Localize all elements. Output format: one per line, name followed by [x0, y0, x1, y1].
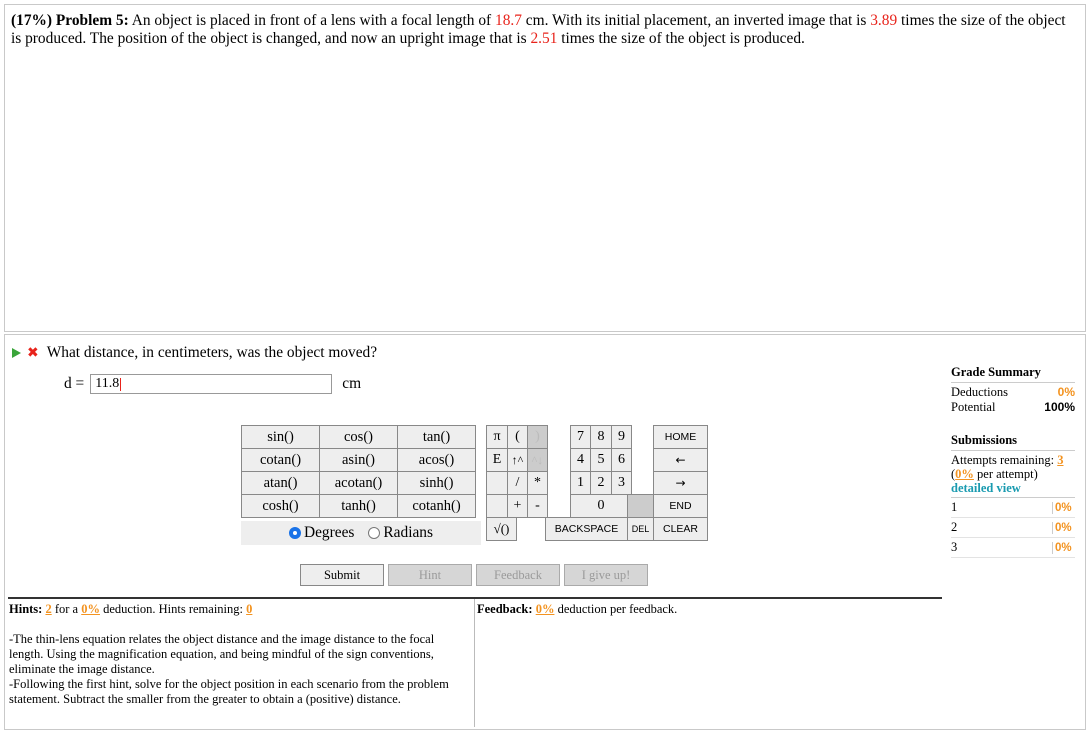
digit-5-key[interactable]: 5 — [590, 448, 612, 472]
del-key[interactable]: DEL — [627, 517, 654, 541]
cotan-button[interactable]: cotan() — [242, 449, 320, 472]
attempt-deduction: 0% — [1052, 502, 1075, 514]
digit-1-key[interactable]: 1 — [570, 471, 591, 495]
grade-summary — [951, 365, 1075, 558]
right-arrow-key[interactable]: → — [653, 471, 708, 495]
left-arrow-key[interactable]: ← — [653, 448, 708, 472]
magnification-2-value: 2.51 — [530, 30, 558, 47]
potential-value: 100% — [1044, 400, 1075, 414]
attempt-row — [951, 518, 1075, 538]
hints-deduction-pct: 0% — [81, 602, 100, 616]
problem-statement — [11, 12, 1079, 48]
tan-button[interactable]: tan() — [398, 426, 476, 449]
answer-input[interactable] — [90, 374, 332, 394]
radians-option[interactable] — [368, 524, 433, 542]
problem-text-3: times the size of the object is produced. The position of the object is changed, and now an upright image that is — [11, 12, 1066, 47]
right-paren-key[interactable]: ) — [527, 425, 548, 449]
deductions-value: 0% — [1057, 385, 1075, 399]
per-attempt-text: per attempt) — [977, 467, 1038, 481]
attempt-deduction: 0% — [1052, 522, 1075, 534]
incorrect-x-icon: ✖ — [27, 345, 39, 361]
digit-8-key[interactable]: 8 — [590, 425, 612, 449]
focal-length-value: 18.7 — [495, 12, 522, 29]
feedback-label: Feedback: — [477, 602, 533, 616]
digit-9-key[interactable]: 9 — [611, 425, 632, 449]
problem-text-4: times the size of the object is produced. — [557, 30, 805, 47]
hints-for-a: for a — [54, 602, 79, 616]
digit-6-key[interactable]: 6 — [611, 448, 632, 472]
divide-key[interactable]: / — [507, 471, 528, 495]
question-panel — [4, 334, 1086, 730]
hint-2: -Following the first hint, solve for the object position in each scenario from the problem statement. Subtract the smaller from the greater to obtain a (positive) distance. — [9, 677, 449, 706]
grade-divider — [951, 382, 1075, 383]
angle-mode-row — [241, 521, 481, 545]
problem-weight: (17%) — [11, 12, 53, 29]
answer-value: 11.8 — [95, 376, 120, 391]
degrees-label: Degrees — [303, 524, 355, 541]
question-text: What distance, in centimeters, was the object moved? — [46, 344, 378, 361]
problem-text-1: An object is placed in front of a lens with a focal length of — [128, 12, 495, 29]
blank-key-1 — [486, 471, 508, 495]
cotanh-button[interactable]: cotanh() — [398, 495, 476, 518]
power-down-key[interactable]: ^↓ — [527, 448, 548, 472]
submissions-divider — [951, 450, 1075, 451]
play-icon[interactable] — [12, 348, 21, 358]
grade-summary-title: Grade Summary — [951, 365, 1041, 379]
magnification-1-value: 3.89 — [870, 12, 898, 29]
cos-button[interactable]: cos() — [320, 426, 398, 449]
atan-button[interactable]: atan() — [242, 472, 320, 495]
open-paren: ( — [951, 467, 956, 481]
tanh-button[interactable]: tanh() — [320, 495, 398, 518]
clear-key[interactable]: CLEAR — [653, 517, 708, 541]
digit-0-key[interactable]: 0 — [570, 494, 632, 518]
acos-button[interactable]: acos() — [398, 449, 476, 472]
feedback-button[interactable]: Feedback — [476, 564, 560, 586]
end-key[interactable]: END — [653, 494, 708, 518]
hints-count: 2 — [45, 602, 52, 616]
sqrt-key[interactable]: √() — [486, 517, 517, 541]
attempts-label: Attempts remaining: — [951, 453, 1055, 467]
attempt-row — [951, 498, 1075, 518]
problem-text-2: cm. With its initial placement, an inverted image that is — [521, 12, 871, 29]
asin-button[interactable]: asin() — [320, 449, 398, 472]
cosh-button[interactable]: cosh() — [242, 495, 320, 518]
degrees-option[interactable] — [289, 524, 354, 542]
detailed-view-link[interactable]: detailed view — [951, 481, 1021, 495]
backspace-key[interactable]: BACKSPACE — [545, 517, 628, 541]
text-caret — [120, 378, 121, 391]
attempt-number: 1 — [951, 500, 958, 514]
potential-row — [951, 400, 1075, 415]
attempt-row — [951, 538, 1075, 558]
per-attempt-row — [951, 467, 1075, 481]
attempts-value: 3 — [1057, 453, 1064, 467]
variable-label: d = — [64, 375, 85, 392]
digit-7-key[interactable]: 7 — [570, 425, 591, 449]
radians-radio[interactable] — [368, 527, 380, 539]
decimal-key[interactable]: . — [627, 494, 654, 518]
digit-2-key[interactable]: 2 — [590, 471, 612, 495]
hint-list — [9, 632, 469, 707]
deductions-row — [951, 385, 1075, 400]
feedback-text: deduction per feedback. — [557, 602, 678, 616]
power-up-key[interactable]: ↑^ — [507, 448, 528, 472]
sinh-button[interactable]: sinh() — [398, 472, 476, 495]
radians-label: Radians — [383, 524, 433, 541]
deductions-label: Deductions — [951, 385, 1008, 399]
exponent-e-key[interactable]: E — [486, 448, 508, 472]
acotan-button[interactable]: acotan() — [320, 472, 398, 495]
home-key[interactable]: HOME — [653, 425, 708, 449]
left-paren-key[interactable]: ( — [507, 425, 528, 449]
unit-label: cm — [342, 375, 362, 392]
sin-button[interactable]: sin() — [242, 426, 320, 449]
hints-remaining: 0 — [246, 602, 253, 616]
hints-feedback-divider — [474, 599, 475, 727]
problem-label: Problem 5: — [55, 12, 129, 29]
digit-3-key[interactable]: 3 — [611, 471, 632, 495]
attempt-deduction: 0% — [1052, 542, 1075, 554]
digit-4-key[interactable]: 4 — [570, 448, 591, 472]
plus-key[interactable]: + — [507, 494, 528, 518]
hints-feedback-box — [8, 597, 942, 727]
attempts-list — [951, 497, 1075, 558]
hints-header — [9, 602, 252, 617]
submissions-title: Submissions — [951, 433, 1018, 447]
submit-button[interactable]: Submit — [300, 564, 384, 586]
problem-panel — [4, 4, 1086, 332]
minus-key[interactable]: - — [527, 494, 548, 518]
pi-key[interactable]: π — [486, 425, 508, 449]
attempt-number: 2 — [951, 520, 958, 534]
attempts-remaining — [951, 453, 1075, 467]
feedback-header — [477, 602, 677, 617]
potential-label: Potential — [951, 400, 996, 414]
hint-button[interactable]: Hint — [388, 564, 472, 586]
hint-1: -The thin-lens equation relates the object distance and the image distance to the focal length. Using the magnification equation, and being mindful of the sign conventions, eliminate the image distance. — [9, 632, 435, 676]
blank-key-2 — [486, 494, 508, 518]
degrees-radio[interactable] — [289, 527, 301, 539]
give-up-button[interactable]: I give up! — [564, 564, 648, 586]
multiply-key[interactable]: * — [527, 471, 548, 495]
attempt-number: 3 — [951, 540, 958, 554]
function-table — [241, 425, 476, 518]
answer-row — [64, 374, 361, 394]
question-row — [12, 344, 377, 362]
feedback-deduction-pct: 0% — [535, 602, 555, 616]
hints-deduction-text: deduction. Hints remaining: — [103, 602, 243, 616]
hints-label: Hints: — [9, 602, 43, 616]
per-attempt-pct: 0% — [955, 467, 974, 481]
